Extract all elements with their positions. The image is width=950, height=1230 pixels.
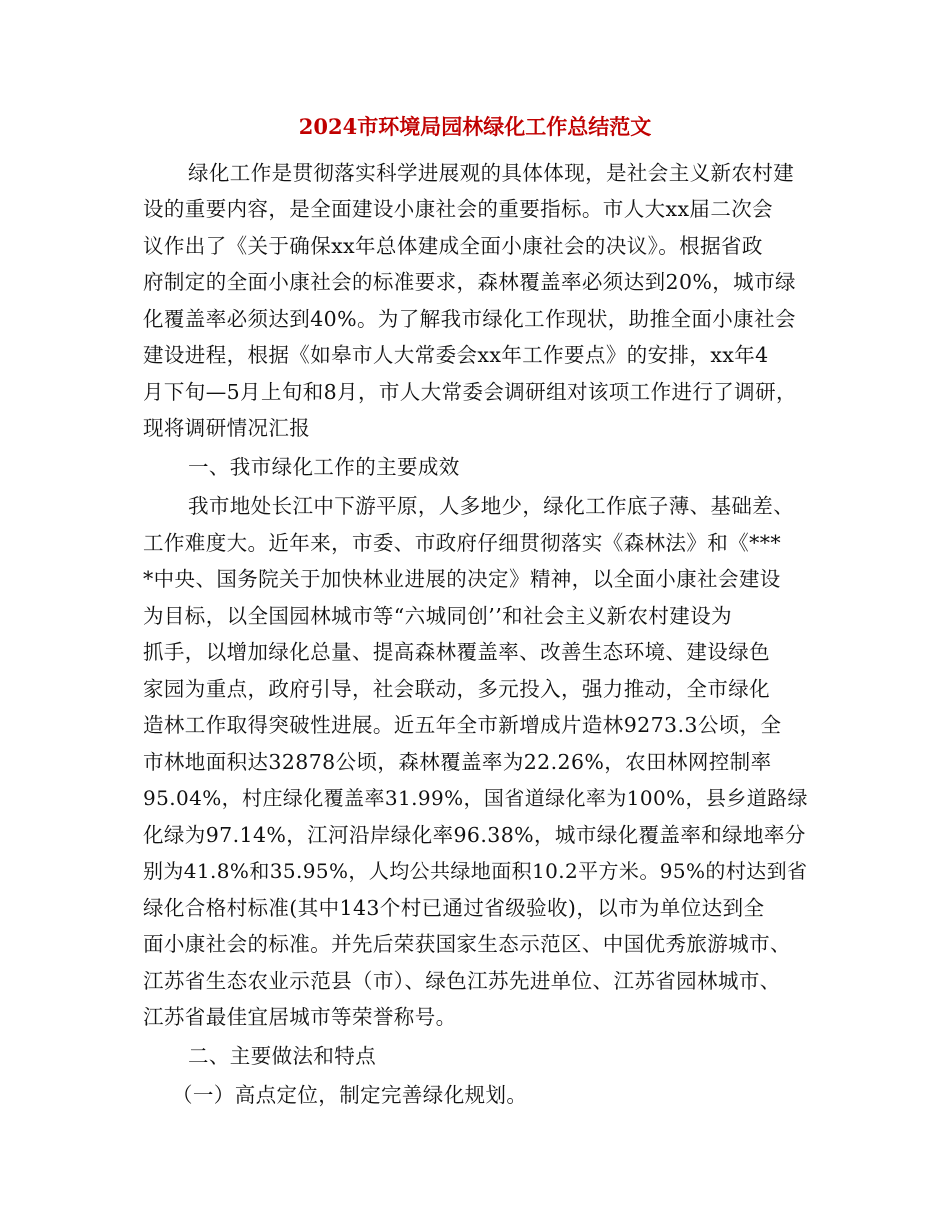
section-heading: 二、主要做法和特点 xyxy=(188,1044,377,1068)
text-line: 工作难度大。近年来，市委、市政府仔细贯彻落实《森林法》和《*** xyxy=(143,531,782,555)
text-line: 面小康社会的标准。并先后荣获国家生态示范区、中国优秀旅游城市、 xyxy=(143,932,791,956)
text-line: 绿化合格村标准(其中143个村已通过省级验收)，以市为单位达到全 xyxy=(143,896,765,920)
subsection-heading: （一）高点定位，制定完善绿化规划。 xyxy=(172,1083,528,1107)
text-line: 化绿为97.14%，江河沿岸绿化率96.38%，城市绿化覆盖率和绿地率分 xyxy=(143,823,806,847)
text-line: 市林地面积达32878公顷，森林覆盖率为22.26%，农田林网控制率 xyxy=(143,750,772,774)
text-line: 建设进程，根据《如皋市人大常委会xx年工作要点》的安排，xx年4 xyxy=(143,343,769,367)
text-line: 别为41.8%和35.95%，人均公共绿地面积10.2平方米。95%的村达到省 xyxy=(143,859,808,883)
text-line: 95.04%，村庄绿化覆盖率31.99%，国省道绿化率为100%，县乡道路绿 xyxy=(143,786,808,810)
text-line: 江苏省生态农业示范县（市）、绿色江苏先进单位、江苏省园林城市、 xyxy=(143,969,781,993)
text-line: 我市地处长江中下游平原，人多地少，绿化工作底子薄、基础差、 xyxy=(188,494,795,518)
text-line: 设的重要内容，是全面建设小康社会的重要指标。市人大xx届二次会 xyxy=(143,197,774,221)
section-heading: 一、我市绿化工作的主要成效 xyxy=(188,455,460,479)
text-line: 为目标，以全国园林城市等“六城同创’’和社会主义新农村建设为 xyxy=(143,604,733,628)
text-line: 绿化工作是贯彻落实科学进展观的具体体现，是社会主义新农村建 xyxy=(188,161,795,185)
text-line: 江苏省最佳宜居城市等荣誉称号。 xyxy=(143,1005,457,1029)
text-line: 月下旬—5月上旬和8月，市人大常委会调研组对该项工作进行了调研， xyxy=(143,380,797,404)
text-line: *中央、国务院关于加快林业进展的决定》精神，以全面小康社会建设 xyxy=(143,567,781,591)
text-line: 化覆盖率必须达到40%。为了解我市绿化工作现状，助推全面小康社会 xyxy=(143,307,796,331)
text-line: 家园为重点，政府引导，社会联动，多元投入，强力推动，全市绿化 xyxy=(143,677,770,701)
document-title: 2024市环境局园林绿化工作总结范文 xyxy=(298,114,652,139)
text-line: 议作出了《关于确保xx年总体建成全面小康社会的决议》。根据省政 xyxy=(143,234,763,258)
text-line: 府制定的全面小康社会的标准要求，森林覆盖率必须达到20%，城市绿 xyxy=(143,270,796,294)
text-line: 造林工作取得突破性进展。近五年全市新增成片造林9273.3公顷，全 xyxy=(143,713,782,737)
text-line: 抓手，以增加绿化总量、提高森林覆盖率、改善生态环境、建设绿色 xyxy=(143,640,770,664)
text-line: 现将调研情况汇报 xyxy=(143,416,311,440)
